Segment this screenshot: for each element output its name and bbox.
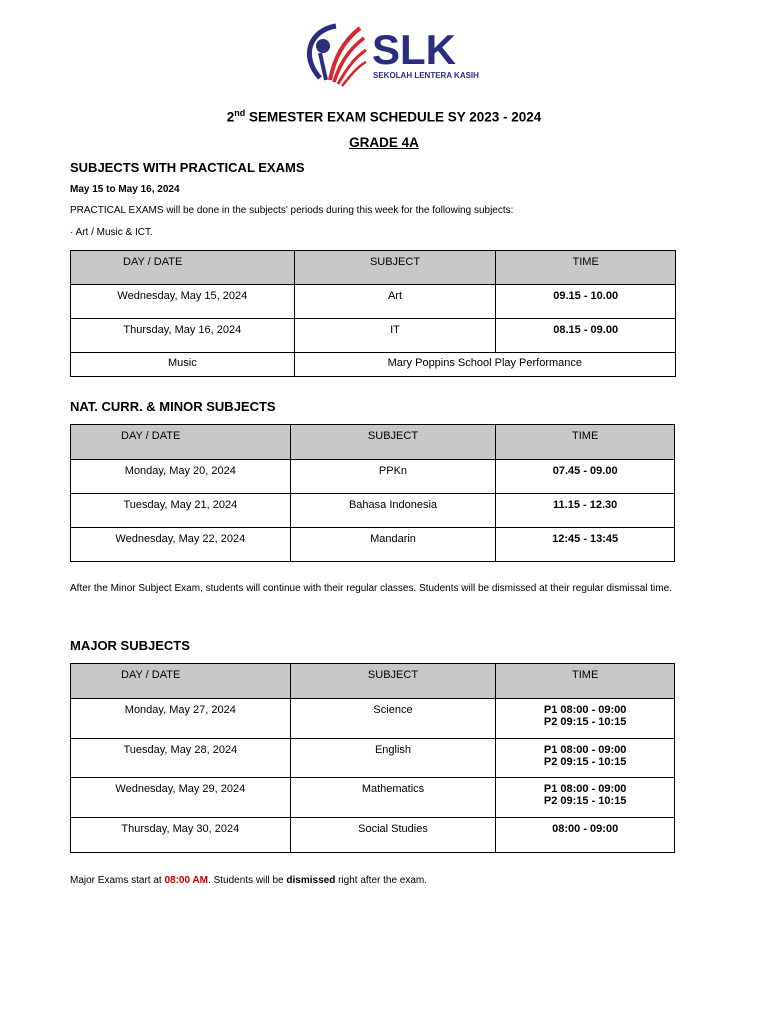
column-header-day: DAY / DATE	[71, 664, 291, 699]
table-row	[71, 494, 675, 528]
title-ordinal: 2	[226, 109, 235, 125]
grade-title: GRADE 4A	[349, 135, 419, 150]
cell-subject: Mathematics	[290, 778, 496, 818]
table-row	[71, 353, 676, 377]
cell-time	[496, 739, 675, 778]
footer-text-1: Major Exams start at	[70, 875, 165, 886]
column-header-subject: SUBJECT	[290, 425, 496, 460]
footer-dismissed: dismissed	[286, 875, 336, 886]
footer-text-2: . Students will be	[208, 875, 287, 886]
practical-heading: SUBJECTS WITH PRACTICAL EXAMS	[70, 160, 305, 175]
cell-day: Tuesday, May 21, 2024	[71, 494, 291, 528]
cell-time: 07.45 - 09.00	[496, 460, 675, 494]
cell-day: Monday, May 27, 2024	[71, 699, 291, 739]
time-period-1: P1 08:00 - 09:00	[543, 704, 627, 716]
cell-subject: Mandarin	[290, 528, 496, 562]
cell-time: 08.15 - 09.00	[496, 319, 676, 353]
cell-time: 11.15 - 12.30	[496, 494, 675, 528]
table-row	[71, 778, 675, 818]
cell-subject: English	[290, 739, 496, 778]
torch-emblem-icon	[309, 26, 366, 86]
title-ordinal-suffix: nd	[234, 108, 246, 118]
time-period-1: P1 08:00 - 09:00	[543, 744, 627, 756]
cell-time: 08:00 - 09:00	[496, 818, 675, 853]
column-header-subject: SUBJECT	[290, 664, 496, 699]
time-period-1: P1 08:00 - 09:00	[543, 783, 627, 795]
cell-day: Music	[71, 353, 295, 377]
table-header-row	[71, 251, 676, 285]
table-row	[71, 739, 675, 778]
table-row	[71, 528, 675, 562]
cell-day: Wednesday, May 15, 2024	[71, 285, 295, 319]
cell-subject: Social Studies	[290, 818, 496, 853]
logo-wordmark: SLK	[372, 26, 456, 73]
practical-bullet: · Art / Music & ICT.	[70, 227, 153, 238]
column-header-time: TIME	[496, 664, 675, 699]
time-period-2: P2 09:15 - 10:15	[543, 795, 627, 807]
natcurr-heading: NAT. CURR. & MINOR SUBJECTS	[70, 399, 276, 414]
cell-day: Thursday, May 30, 2024	[71, 818, 291, 853]
column-header-time: TIME	[496, 251, 676, 285]
table-row	[71, 460, 675, 494]
table-row	[71, 818, 675, 853]
time-period-2: P2 09:15 - 10:15	[543, 716, 627, 728]
page-title	[0, 108, 768, 125]
footer-start-time: 08:00 AM	[164, 875, 209, 886]
major-heading: MAJOR SUBJECTS	[70, 638, 190, 653]
column-header-day: DAY / DATE	[71, 251, 295, 285]
school-logo	[296, 20, 492, 92]
practical-date-range: May 15 to May 16, 2024	[70, 184, 180, 195]
table-row	[71, 319, 676, 353]
cell-day: Thursday, May 16, 2024	[71, 319, 295, 353]
cell-day: Monday, May 20, 2024	[71, 460, 291, 494]
natcurr-table	[70, 424, 675, 562]
column-header-subject: SUBJECT	[294, 251, 496, 285]
column-header-day: DAY / DATE	[71, 425, 291, 460]
cell-time: 09.15 - 10.00	[496, 285, 676, 319]
cell-time	[496, 699, 675, 739]
column-header-time: TIME	[496, 425, 675, 460]
title-text: SEMESTER EXAM SCHEDULE SY 2023 - 2024	[245, 109, 542, 125]
cell-subject: IT	[294, 319, 496, 353]
table-row	[71, 285, 676, 319]
footer-text-3: right after the exam.	[335, 875, 428, 886]
cell-subject: Art	[294, 285, 496, 319]
major-table	[70, 663, 675, 853]
cell-time: 12:45 - 13:45	[496, 528, 675, 562]
major-footer-note	[70, 875, 427, 886]
cell-subject: Bahasa Indonesia	[290, 494, 496, 528]
cell-time	[496, 778, 675, 818]
table-row	[71, 699, 675, 739]
table-header-row	[71, 425, 675, 460]
cell-subject: PPKn	[290, 460, 496, 494]
cell-subject: Science	[290, 699, 496, 739]
cell-day: Tuesday, May 28, 2024	[71, 739, 291, 778]
cell-day: Wednesday, May 22, 2024	[71, 528, 291, 562]
practical-table	[70, 250, 676, 377]
logo-school-name: SEKOLAH LENTERA KASIH	[373, 71, 479, 80]
natcurr-note: After the Minor Subject Exam, students will continue with their regular classes. Students will be dismissed at their regular dismissal time.	[70, 583, 672, 594]
practical-note: PRACTICAL EXAMS will be done in the subjects' periods during this week for the following subjects:	[70, 205, 514, 216]
time-period-2: P2 09:15 - 10:15	[543, 756, 627, 768]
cell-subject: Mary Poppins School Play Performance	[294, 353, 675, 377]
table-header-row	[71, 664, 675, 699]
cell-day: Wednesday, May 29, 2024	[71, 778, 291, 818]
